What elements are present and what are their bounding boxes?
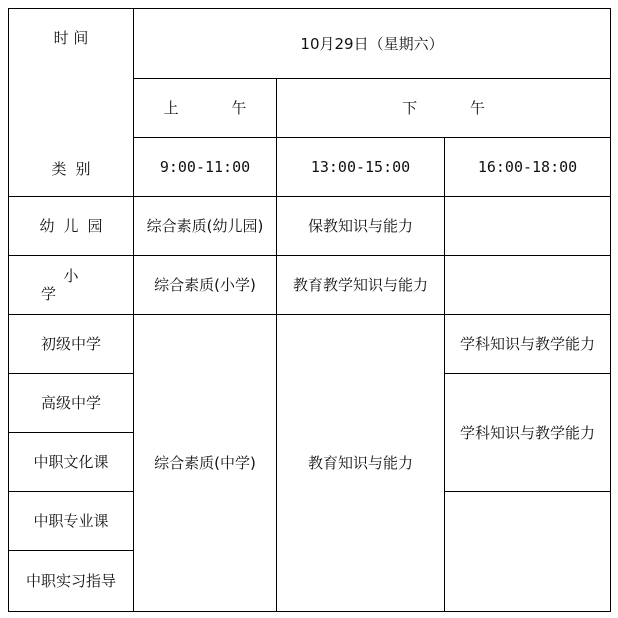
category-kindergarten: 幼儿园 — [9, 197, 134, 256]
morning-header: 上 午 — [134, 79, 277, 138]
exam-date: 10月29日（星期六） — [134, 9, 611, 79]
category-vocational-culture: 中职文化课 — [9, 433, 134, 492]
middle-morning-subject: 综合素质(中学) — [134, 315, 277, 612]
primary-afternoon-subject: 教育教学知识与能力 — [277, 256, 445, 315]
kindergarten-late-empty — [445, 197, 611, 256]
afternoon-header: 下 午 — [277, 79, 611, 138]
kindergarten-afternoon-subject: 保教知识与能力 — [277, 197, 445, 256]
kindergarten-morning-subject: 综合素质(幼儿园) — [134, 197, 277, 256]
category-primary: 小 学 — [9, 256, 134, 315]
corner-header-cell — [9, 9, 134, 197]
vocational-late-empty — [445, 492, 611, 612]
slot-afternoon-2: 16:00-18:00 — [445, 138, 611, 197]
category-vocational-practice: 中职实习指导 — [9, 551, 134, 612]
category-header-label: 类别 — [51, 160, 100, 178]
slot-afternoon-1: 13:00-15:00 — [277, 138, 445, 197]
primary-late-empty — [445, 256, 611, 315]
time-header-label: 时 间 — [53, 29, 89, 47]
senior-late-subject: 学科知识与教学能力 — [445, 374, 611, 492]
middle-afternoon-subject: 教育知识与能力 — [277, 315, 445, 612]
primary-morning-subject: 综合素质(小学) — [134, 256, 277, 315]
junior-late-subject: 学科知识与教学能力 — [445, 315, 611, 374]
category-junior: 初级中学 — [9, 315, 134, 374]
exam-schedule-table — [8, 8, 611, 612]
slot-morning: 9:00-11:00 — [134, 138, 277, 197]
category-senior: 高级中学 — [9, 374, 134, 433]
category-vocational-major: 中职专业课 — [9, 492, 134, 551]
